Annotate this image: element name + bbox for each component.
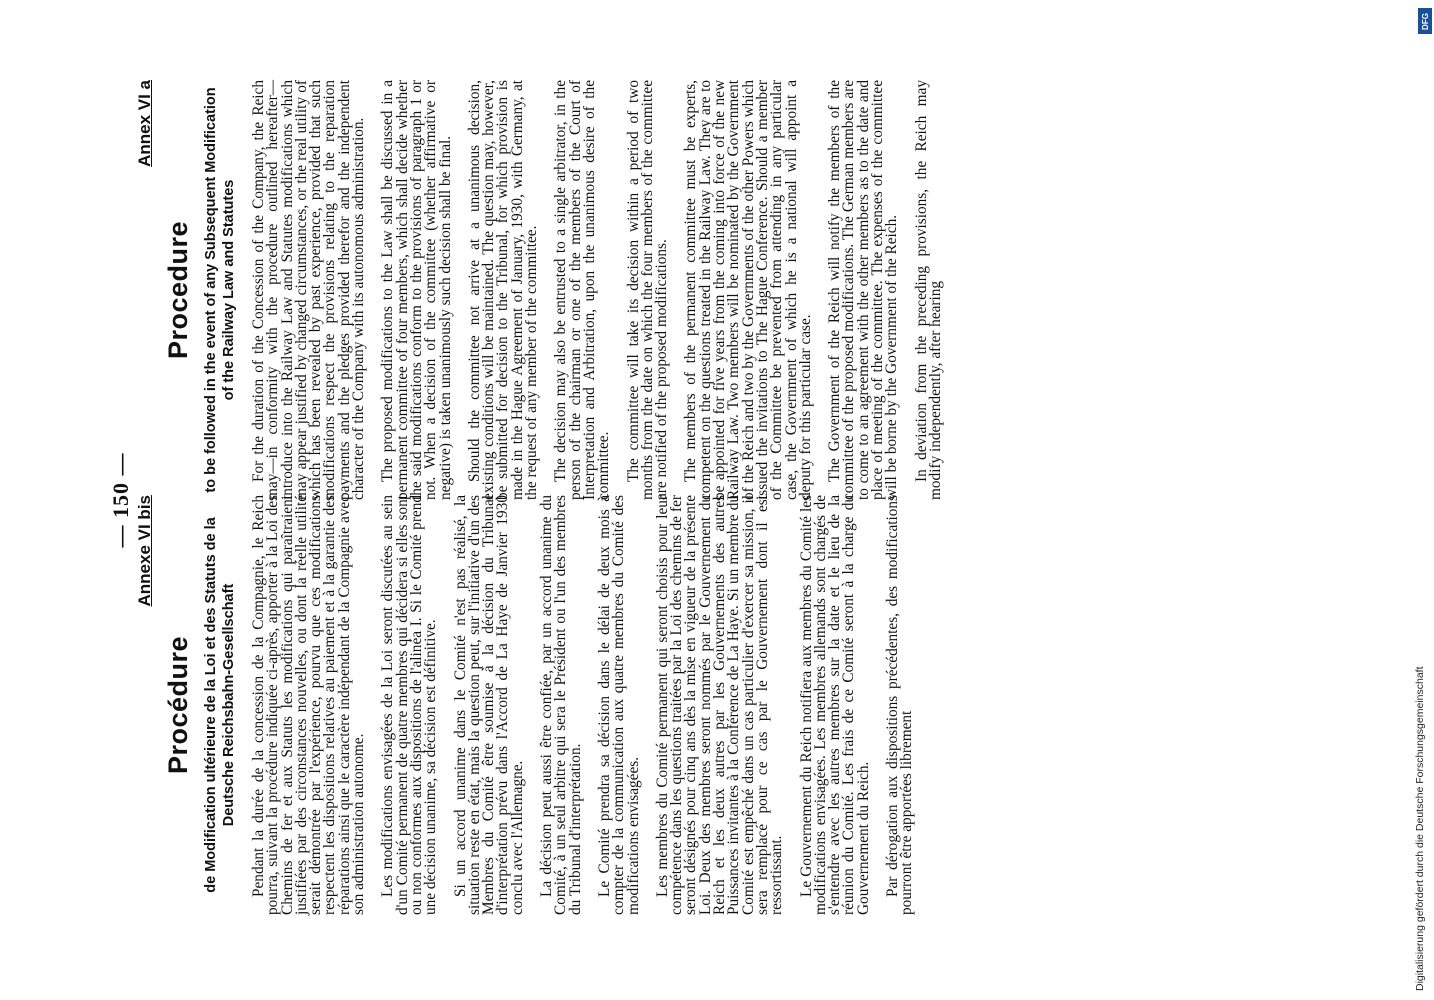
- paragraph-fr-5: Le Comité prendra sa décision dans le délai de deux mois à compter de la communication aux quatre membres du Comité des modifications envisagées.: [595, 495, 642, 915]
- procedure-title-en: Procedure: [163, 220, 193, 360]
- paragraph-en-4: The decision may also be entrusted to a single arbitrator, in the person of the chairman or one of the members of the Court of Interpretation and Arbitration, upon the unanimous desire of the committee.: [552, 80, 613, 500]
- french-column: [135, 495, 915, 915]
- english-column: [135, 80, 943, 500]
- paragraph-en-3: Should the committee not arrive at a unanimous decision, existing conditions will be maintained. The question may, however, be submitted for decision to the Tribunal, for which provision is made in the Hague Agreement of January, 1930, with Germany, at the request of any member of the committee.: [465, 80, 541, 500]
- paragraph-en-6: The members of the permanent committee must be experts, competent on the questions treated in the Railway Law. They are to be appointed for five years from the coming into force of the new Railway Law. Two members will be nominated by the Government of the Reich and two by the Governments of the other Powers which issued the invitations to The Hague Conference. Should a member of the Committee be prevented from attending in any particular case, the Government of which he is a national will appoint a deputy for this particular case.: [682, 80, 814, 500]
- dfg-logo: [1418, 8, 1432, 34]
- page-number: — 150 —: [108, 452, 133, 548]
- paragraph-fr-8: Par dérogation aux dispositions précédentes, des modifications pourront être apportées librement: [883, 495, 916, 915]
- digitization-note-text: Digitalisierung gefördert durch die Deutsche Forschungsgemeinschaft: [1414, 666, 1426, 991]
- paragraph-en-2: The proposed modifications to the Law shall be discussed in a permanent committee of four members, which shall decide whether the said modifications conform to the provisions of paragraph 1 or not. When a decision of the committee (whether affirmative or negative) is taken unanimously such decision shall be final.: [379, 80, 454, 500]
- paragraph-en-1: For the duration of the Concession of the Company, the Reich may—in conformity with the procedure outlined hereafter—introduce into the Railway Law and Statutes modifications which may appear justified by changed circumstances, or the real utility of which has been revealed by past experience, provided that such modifications respect the provisions relating to the reparation payments and the pledges provided therefor and the independent character of the Company with its autonomous administration.: [250, 80, 368, 500]
- paragraph-en-7: The Government of the Reich will notify the members of the committee of the proposed modifications. The German members are to come to an agreement with the other members as to the date and place of meeting of the committee. The expenses of the committee will be borne by the Government of the Reich.: [826, 80, 901, 500]
- annex-heading-en: Annex VI a: [135, 80, 154, 167]
- paragraph-en-5: The committee will take its decision within a period of two months from the date on which the four members of the committee are notified of the proposed modifications.: [624, 80, 671, 500]
- dfg-logo-text: DFG: [1420, 12, 1430, 30]
- annex-heading-fr: Annexe VI bis: [135, 495, 154, 607]
- paragraph-fr-6: Les membres du Comité permanent qui seront choisis pour leur compétence dans les questions traitées par la Loi des chemins de fer seront désignés pour cinq ans dès la mise en vigueur de la présente Loi. Deux des membres seront nommés par le Gouvernement du Reich et les deux autres par les Gouvernements des autres Puissances invitantes à la Conférence de La Haye. Si un membre du Comité est empêché dans un cas particulier d'exercer sa mission, il sera remplacé pour ce cas par le Gouvernement dont il est ressortissant.: [653, 495, 786, 915]
- paragraph-fr-3: Si un accord unanime dans le Comité n'est pas réalisé, la situation reste en état, mais la question peut, sur l'initiative d'un des Membres du Comité être soumise à la décision du Tribunal d'interprétation prévu dans l'Accord de La Haye de Janvier 1930 conclu avec l'Allemagne.: [451, 495, 526, 915]
- paragraph-en-8: In deviation from the preceding provisions, the Reich may modify independently, after hearing: [912, 80, 944, 500]
- subtitle-fr: de Modification ultérieure de la Loi et des Statuts de la Deutsche Reichsbahn-Gesellschaft: [203, 517, 237, 893]
- paragraph-fr-7: Le Gouvernement du Reich notifiera aux membres du Comité les modifications envisagées. Les membres allemands sont chargés de s'entendre avec les autres membres sur la date et le lieu de la réunion du Comité. Les frais de ce Comité seront à la charge du Gouvernement du Reich.: [797, 495, 872, 915]
- paragraph-fr-4: La décision peut aussi être confiée, par un accord unanime du Comité, à un seul arbitre qui sera le Président ou l'un des membres du Tribunal d'interprétation.: [538, 495, 584, 915]
- paragraph-fr-2: Les modifications envisagées de la Loi seront discutées au sein d'un Comité permanent de quatre membres qui décidera si elles sont ou non conformes aux dispositions de l'alinéa I. Si le Comité prend une décision unanime, sa décision est définitive.: [379, 495, 440, 915]
- procedure-title-fr: Procédure: [163, 635, 193, 775]
- digitization-note: [1390, 6, 1430, 994]
- subtitle-en: to be followed in the event of any Subsequent Modification of the Railway Law and Statutes: [203, 87, 237, 493]
- paragraph-fr-1: Pendant la durée de la concession de la Compagnie, le Reich pourra, suivant la procédure indiquée ci-après, apporter à la Loi des Chemins de fer et aux Statuts les modifications qui paraîtraient justifiées par des circonstances nouvelles, ou dont la réelle utilité serait démontrée par l'expérience, pourvu que ces modifications respectent les dispositions relatives au paiement et à la garantie des réparations ainsi que le caractère indépendant de la Compagnie avec son administration autonome.: [250, 495, 368, 915]
